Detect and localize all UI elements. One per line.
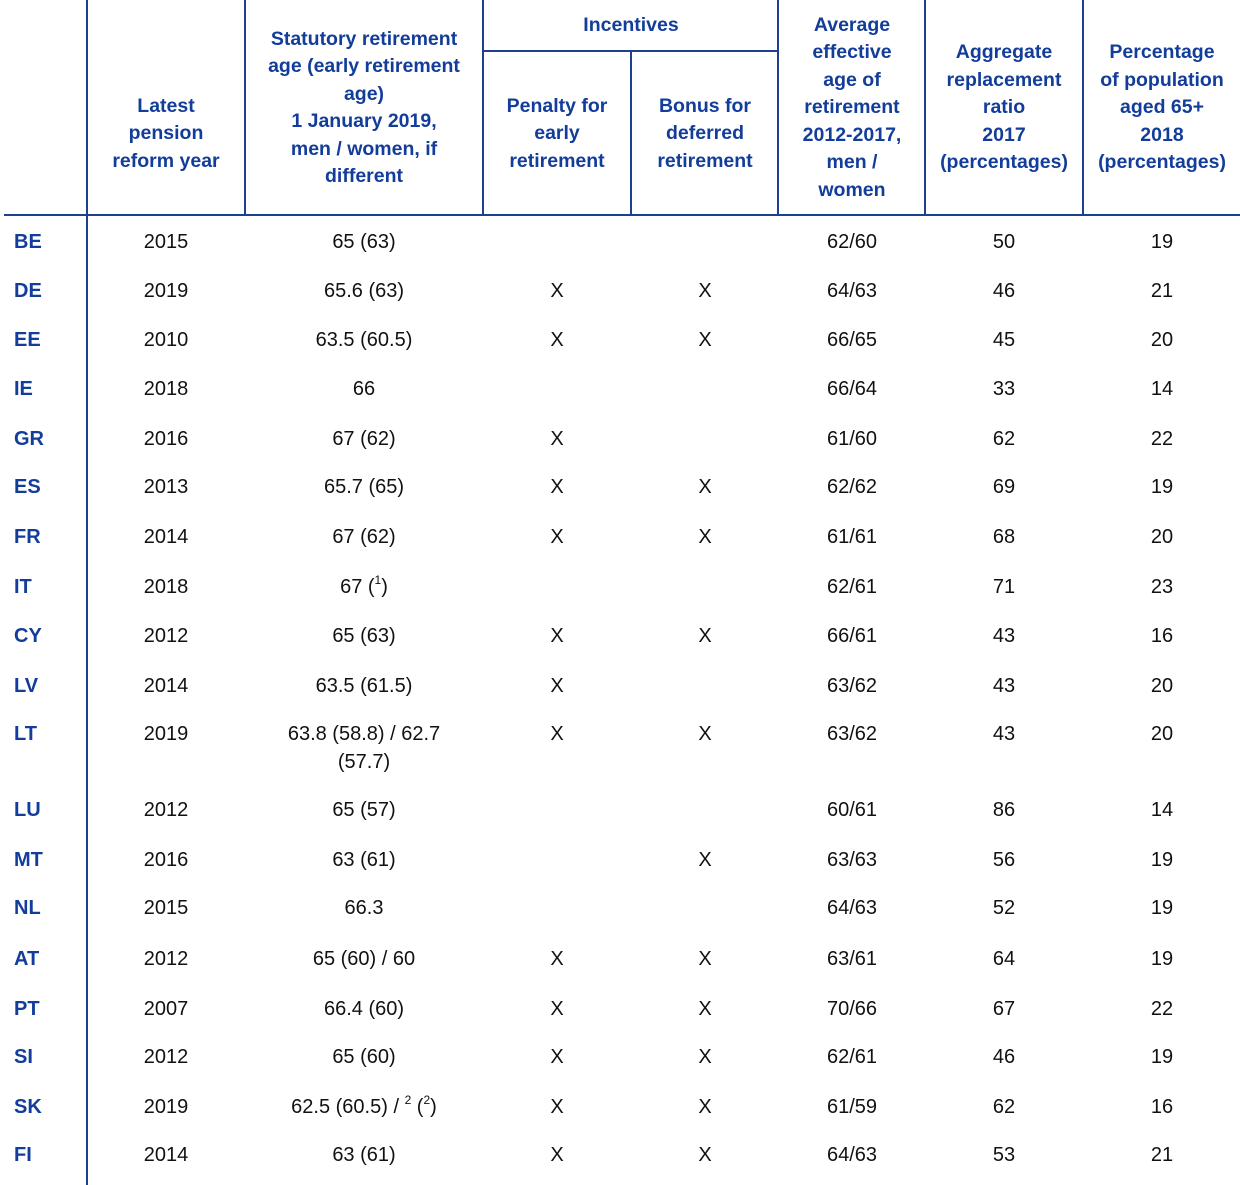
reform-year-cell: 2016 [143,849,189,871]
effective-age-cell: 61/59 [826,1096,878,1118]
replacement-ratio-cell: 53 [992,1144,1016,1166]
reform-year-cell: 2012 [143,948,189,970]
retirement-age-value: 63 (61) [332,849,396,871]
retirement-age-cell [246,523,482,551]
penalty-cell: X [550,1144,564,1166]
country-code: DE [14,280,42,302]
retirement-age-value: 65 (57) [332,799,396,821]
bonus-cell: X [698,1144,712,1166]
retirement-age-value: 65.7 (65) [323,476,405,498]
retirement-age-cell [246,1093,482,1121]
country-code: FI [14,1144,32,1166]
rule-v-2 [244,0,246,216]
retirement-age-value: 62.5 (60.5) / [291,1096,405,1118]
country-code: CY [14,625,42,647]
retirement-age-cell [246,277,482,305]
replacement-ratio-cell: 43 [992,723,1016,745]
rule-v-3 [482,0,484,216]
population-cell: 20 [1150,723,1174,745]
retirement-age-cell [246,622,482,650]
footnote-marker: 2 [423,1093,431,1108]
penalty-cell: X [550,723,564,745]
country-code: SK [14,1096,42,1118]
replacement-ratio-cell: 71 [992,576,1016,598]
retirement-age-cell [246,945,482,973]
retirement-age-cell [246,573,482,601]
effective-age-cell: 60/61 [826,799,878,821]
reform-year-cell: 2012 [143,799,189,821]
replacement-ratio-cell: 50 [992,231,1016,253]
penalty-cell: X [550,675,564,697]
retirement-age-value: 65 (63) [332,231,396,253]
retirement-age-suffix: ) [381,576,388,598]
replacement-ratio-cell: 64 [992,948,1016,970]
retirement-age-cell [246,995,482,1023]
bonus-cell: X [698,948,712,970]
effective-age-cell: 62/61 [826,1046,878,1068]
population-cell: 23 [1150,576,1174,598]
penalty-cell: X [550,998,564,1020]
bonus-cell: X [698,1096,712,1118]
rule-v-4 [630,51,632,216]
rule-incentives [483,50,778,52]
rule-v-6 [924,0,926,216]
replacement-ratio-cell: 45 [992,329,1016,351]
replacement-ratio-cell: 62 [992,428,1016,450]
population-cell: 19 [1150,849,1174,871]
retirement-age-cell [246,228,482,256]
header-reform-year: Latest pension reform year [112,94,220,172]
retirement-age-cell [246,425,482,453]
country-code: ES [14,476,41,498]
retirement-age-value: 66.3 [344,897,384,919]
penalty-cell: X [550,428,564,450]
footnote-marker: 1 [374,573,382,588]
penalty-cell: X [550,948,564,970]
country-code: EE [14,329,41,351]
reform-year-cell: 2014 [143,675,189,697]
reform-year-cell: 2015 [143,231,189,253]
header-incentives: Incentives [583,14,679,37]
reform-year-cell: 2014 [143,1144,189,1166]
replacement-ratio-cell: 68 [992,526,1016,548]
country-code: MT [14,849,43,871]
penalty-cell: X [550,476,564,498]
effective-age-cell: 61/61 [826,526,878,548]
country-code: BE [14,231,42,253]
replacement-ratio-cell: 67 [992,998,1016,1020]
replacement-ratio-cell: 43 [992,675,1016,697]
retirement-age-cell [246,846,482,874]
reform-year-cell: 2012 [143,625,189,647]
retirement-age-value: 67 ( [340,576,375,598]
penalty-cell: X [550,625,564,647]
country-code: IE [14,378,33,400]
reform-year-cell: 2019 [143,280,189,302]
retirement-age-cell [246,473,482,501]
reform-year-cell: 2018 [143,378,189,400]
bonus-cell: X [698,329,712,351]
reform-year-cell: 2007 [143,998,189,1020]
replacement-ratio-cell: 56 [992,849,1016,871]
header-retirement-age: Statutory retirement age (early retirement age) 1 January 2019, men / women, if different [268,27,460,187]
population-cell: 21 [1150,280,1174,302]
bonus-cell: X [698,526,712,548]
retirement-age-value: 66.4 (60) [323,998,405,1020]
retirement-age-suffix: ) [430,1096,437,1118]
replacement-ratio-cell: 69 [992,476,1016,498]
retirement-age-cell [246,326,482,354]
effective-age-cell: 63/63 [826,849,878,871]
population-cell: 14 [1150,378,1174,400]
effective-age-cell: 66/65 [826,329,878,351]
reform-year-cell: 2016 [143,428,189,450]
country-code: GR [14,428,44,450]
country-code: FR [14,526,41,548]
reform-year-cell: 2013 [143,476,189,498]
effective-age-cell: 66/64 [826,378,878,400]
effective-age-cell: 61/60 [826,428,878,450]
penalty-cell: X [550,1096,564,1118]
header-replacement-ratio: Aggregate replacement ratio 2017 (percentages) [940,41,1068,174]
retirement-age-value: 65 (63) [332,625,396,647]
effective-age-cell: 63/62 [826,675,878,697]
bonus-cell: X [698,280,712,302]
retirement-age-cell [246,1043,482,1071]
population-cell: 20 [1150,675,1174,697]
retirement-age-cell [246,672,482,700]
population-cell: 19 [1150,897,1174,919]
bonus-cell: X [698,625,712,647]
population-cell: 22 [1150,998,1174,1020]
header-bonus: Bonus for deferred retirement [657,94,753,172]
retirement-age-value: 63 (61) [332,1144,396,1166]
retirement-age-cell [246,1141,482,1169]
reform-year-cell: 2014 [143,526,189,548]
reform-year-cell: 2015 [143,897,189,919]
retirement-age-cell [246,375,482,403]
effective-age-cell: 62/61 [826,576,878,598]
country-code: LU [14,799,41,821]
effective-age-cell: 66/61 [826,625,878,647]
reform-year-cell: 2018 [143,576,189,598]
population-cell: 14 [1150,799,1174,821]
header-population-65: Percentage of population aged 65+ 2018 (percentages) [1098,41,1226,174]
retirement-age-cell [246,720,482,776]
effective-age-cell: 62/60 [826,231,878,253]
retirement-age-value: 67 (62) [332,428,396,450]
country-code: AT [14,948,40,970]
rule-header-bottom [4,214,1240,216]
country-code: NL [14,897,41,919]
population-cell: 16 [1150,1096,1174,1118]
reform-year-cell: 2010 [143,329,189,351]
population-cell: 19 [1150,1046,1174,1068]
bonus-cell: X [698,723,712,745]
retirement-age-cell [246,894,482,922]
retirement-age-cell [246,796,482,824]
effective-age-cell: 64/63 [826,280,878,302]
population-cell: 22 [1150,428,1174,450]
penalty-cell: X [550,280,564,302]
penalty-cell: X [550,1046,564,1068]
country-code: IT [14,576,32,598]
penalty-cell: X [550,329,564,351]
retirement-age-value: 63.5 (60.5) [315,329,413,351]
replacement-ratio-cell: 86 [992,799,1016,821]
footnote-marker: 2 [404,1093,412,1108]
bonus-cell: X [698,1046,712,1068]
population-cell: 21 [1150,1144,1174,1166]
population-cell: 19 [1150,476,1174,498]
replacement-ratio-cell: 46 [992,1046,1016,1068]
country-code: LV [14,675,39,697]
rule-v-5 [777,0,779,216]
replacement-ratio-cell: 46 [992,280,1016,302]
retirement-age-value: 65 (60) [332,1046,396,1068]
effective-age-cell: 62/62 [826,476,878,498]
effective-age-cell: 64/63 [826,897,878,919]
bonus-cell: X [698,998,712,1020]
reform-year-cell: 2012 [143,1046,189,1068]
effective-age-cell: 63/62 [826,723,878,745]
population-cell: 20 [1150,526,1174,548]
header-penalty: Penalty for early retirement [506,94,608,172]
effective-age-cell: 64/63 [826,1144,878,1166]
retirement-age-suffix: ( [411,1096,424,1118]
country-code: PT [14,998,40,1020]
header-effective-age: Average effective age of retirement 2012-2017, men / women [802,13,902,201]
retirement-age-value: 66 [352,378,376,400]
replacement-ratio-cell: 43 [992,625,1016,647]
retirement-age-value: 67 (62) [332,526,396,548]
retirement-age-value: 65.6 (63) [323,280,405,302]
replacement-ratio-cell: 62 [992,1096,1016,1118]
effective-age-cell: 70/66 [826,998,878,1020]
retirement-age-value: 63.5 (61.5) [315,675,413,697]
population-cell: 19 [1150,948,1174,970]
rule-v-7 [1082,0,1084,216]
bonus-cell: X [698,849,712,871]
country-code: LT [14,723,37,745]
reform-year-cell: 2019 [143,1096,189,1118]
retirement-age-value: 65 (60) / 60 [312,948,416,970]
population-cell: 16 [1150,625,1174,647]
country-code: SI [14,1046,33,1068]
effective-age-cell: 63/61 [826,948,878,970]
population-cell: 19 [1150,231,1174,253]
replacement-ratio-cell: 52 [992,897,1016,919]
penalty-cell: X [550,526,564,548]
population-cell: 20 [1150,329,1174,351]
reform-year-cell: 2019 [143,723,189,745]
replacement-ratio-cell: 33 [992,378,1016,400]
bonus-cell: X [698,476,712,498]
retirement-age-value: 63.8 (58.8) / 62.7 (57.7) [287,723,441,773]
